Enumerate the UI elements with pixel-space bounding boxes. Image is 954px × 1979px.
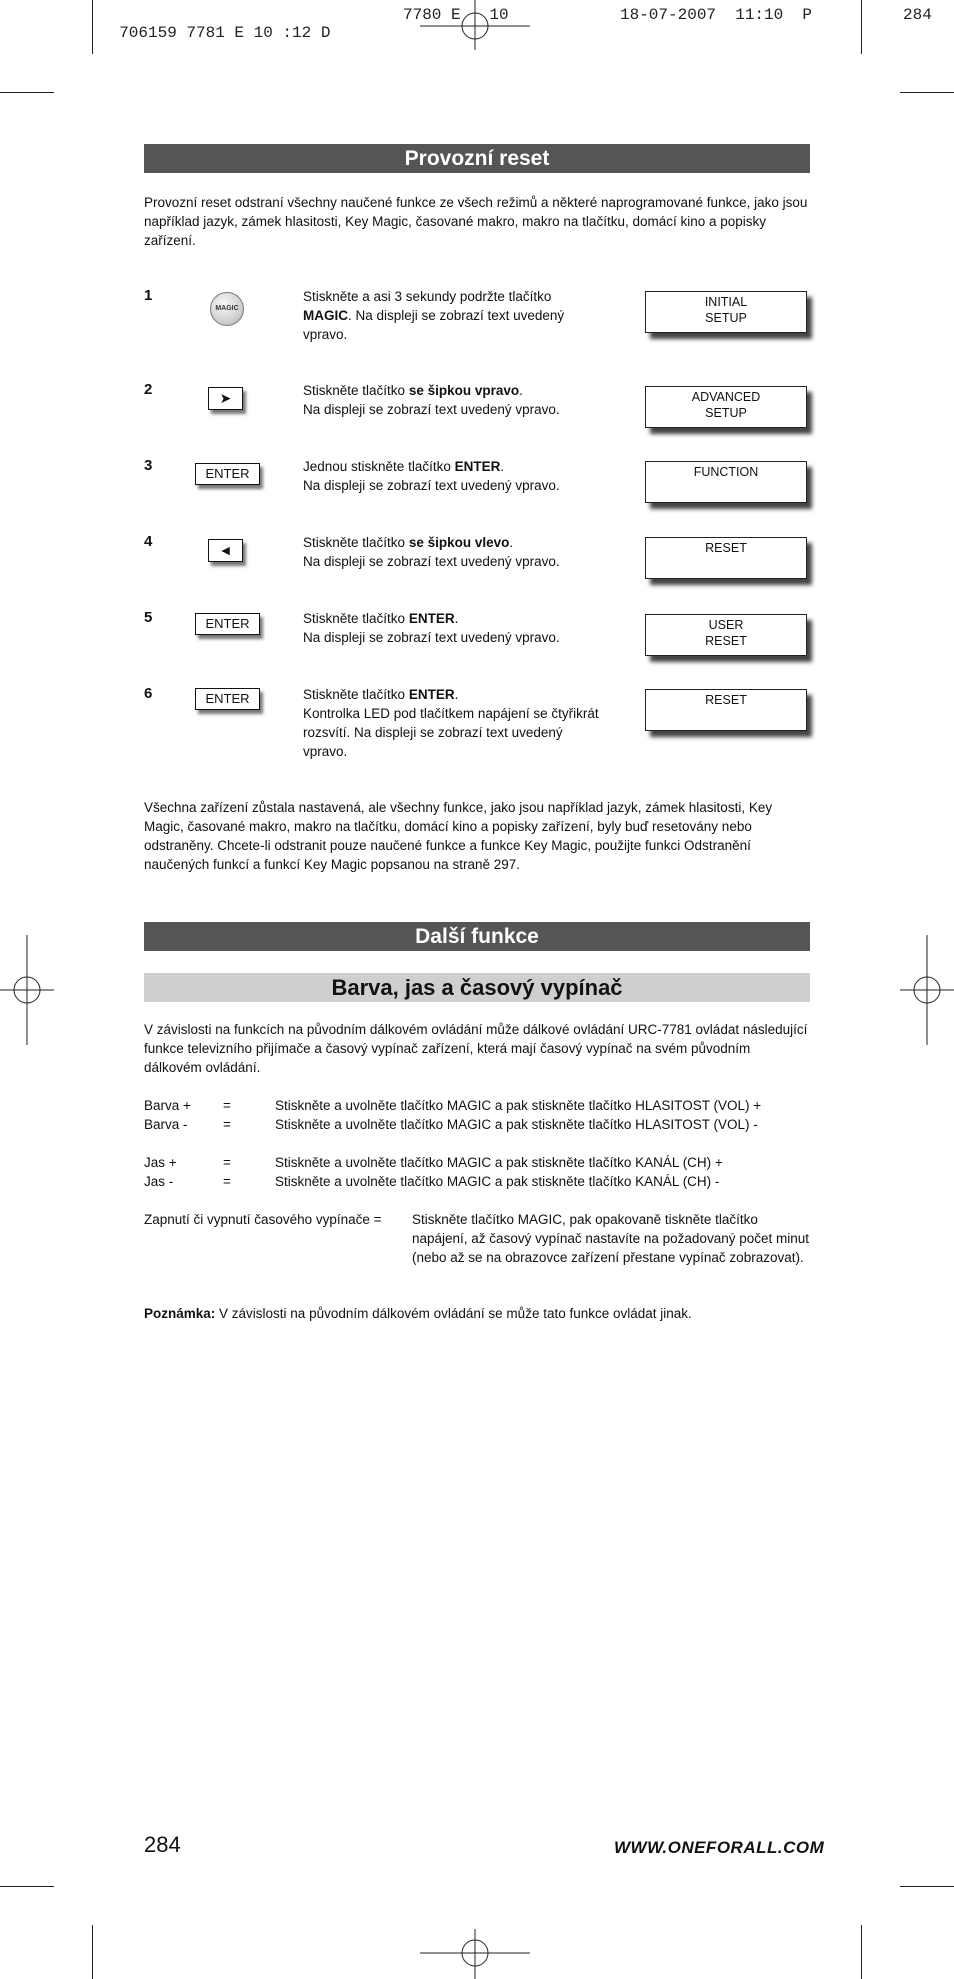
section1-outro: Všechna zařízení zůstala nastavená, ale všechny funkce, jako jsou například jazyk, zámek hlasitosti, Key Magic, časované makro, makro na tlačítku, domácí kino a popisky zařízení, byly buď resetovány nebo odstraněny. Chcete-li odstranit pouze naučené funkce a funkce Key Magic, použijte funkci Odstranění naučených funkcí a funkcí Key Magic popsanou na straně 297.: [144, 800, 773, 872]
print-header-page: 284: [903, 6, 932, 24]
function-eq: =: [223, 1155, 231, 1170]
step-number: 1: [144, 287, 153, 304]
lcd-line: RESET: [705, 693, 747, 707]
step-2-text: Stiskněte tlačítko se šipkou vpravo. Na displeji se zobrazí text uvedený vpravo.: [303, 383, 560, 417]
print-header-middle: 7780 E 10: [403, 6, 509, 24]
lcd-display-5: [645, 614, 807, 656]
function-name: Barva -: [144, 1117, 188, 1132]
arrow-right-key-icon: ➤: [208, 387, 243, 410]
magic-key-icon: MAGIC: [210, 292, 244, 326]
lcd-line: ADVANCED: [691, 390, 761, 404]
print-header-date: 18-07-2007 11:10 P: [620, 6, 813, 24]
function-name: Jas +: [144, 1155, 177, 1170]
subsection-title: Barva, jas a časový vypínač: [144, 973, 810, 1002]
section2-intro: V závislosti na funkcích na původním dálkovém ovládání může dálkové ovládání URC-7781 ovládat následující funkce televizního přijímače a časový vypínač zařízení, která mají časový vypínač na svém původním dálkovém ovládání.: [144, 1022, 808, 1075]
function-name: Jas -: [144, 1174, 174, 1189]
crop-mark: [861, 1925, 862, 1979]
step-number: 4: [144, 533, 153, 550]
registration-mark-bottom: [420, 1929, 530, 1979]
website-url: WWW.ONEFORALL.COM: [614, 1838, 825, 1857]
step-number: 3: [144, 457, 153, 474]
page-number: 284: [144, 1832, 181, 1857]
arrow-left-key-icon: ◄: [208, 539, 243, 562]
lcd-line: RESET: [705, 541, 747, 555]
lcd-display-4: [645, 537, 807, 579]
lcd-display-1: [645, 291, 807, 333]
function-desc: Stiskněte a uvolněte tlačítko MAGIC a pak stiskněte tlačítko KANÁL (CH) +: [275, 1155, 723, 1170]
registration-mark-top: [420, 0, 530, 50]
lcd-line: FUNCTION: [693, 465, 759, 479]
enter-key-icon: ENTER: [195, 463, 260, 485]
step-5-text: Stiskněte tlačítko ENTER. Na displeji se zobrazí text uvedený vpravo.: [303, 611, 560, 645]
timer-desc: Stiskněte tlačítko MAGIC, pak opakovaně tiskněte tlačítko napájení, až časový vypínač nastavíte na požadovaný počet minut (nebo až se na obrazovce zařízení přestane vypínač zobrazovat).: [412, 1212, 809, 1265]
lcd-line: INITIAL: [704, 295, 748, 309]
lcd-line: SETUP: [705, 406, 747, 420]
section-title-provozni-reset: Provozní reset: [144, 144, 810, 173]
function-eq: =: [223, 1174, 231, 1189]
lcd-display-2: [645, 386, 807, 428]
step-1-text: Stiskněte a asi 3 sekundy podržte tlačítko MAGIC. Na displeji se zobrazí text uvedený vpravo.: [303, 289, 565, 342]
note-label: Poznámka:: [144, 1306, 216, 1321]
enter-key-icon: ENTER: [195, 688, 260, 710]
registration-mark-left: [0, 935, 54, 1045]
lcd-display-3: [645, 461, 807, 503]
step-6-text: Stiskněte tlačítko ENTER. Kontrolka LED pod tlačítkem napájení se čtyřikrát rozsvítí. Na displeji se zobrazí text uvedený vpravo.: [303, 687, 599, 759]
lcd-line: USER: [708, 618, 744, 632]
crop-mark: [0, 92, 54, 93]
section-title-dalsi-funkce: Další funkce: [144, 922, 810, 951]
lcd-line: SETUP: [705, 311, 747, 325]
note-text: V závislosti na původním dálkovém ovládání se může tato funkce ovládat jinak.: [215, 1306, 692, 1321]
enter-key-icon: ENTER: [195, 613, 260, 635]
function-desc: Stiskněte a uvolněte tlačítko MAGIC a pak stiskněte tlačítko HLASITOST (VOL) -: [275, 1117, 758, 1132]
crop-mark: [92, 0, 93, 54]
print-header-left: 706159 7781 E 10 :12 D: [119, 24, 331, 42]
note: [144, 1304, 810, 1323]
crop-mark: [900, 92, 954, 93]
step-number: 2: [144, 381, 153, 398]
step-number: 6: [144, 685, 153, 702]
function-desc: Stiskněte a uvolněte tlačítko MAGIC a pak stiskněte tlačítko KANÁL (CH) -: [275, 1174, 720, 1189]
function-eq: =: [223, 1117, 231, 1132]
step-number: 5: [144, 609, 153, 626]
function-eq: =: [223, 1098, 231, 1113]
step-4-text: Stiskněte tlačítko se šipkou vlevo. Na displeji se zobrazí text uvedený vpravo.: [303, 535, 560, 569]
lcd-display-6: [645, 689, 807, 731]
crop-mark: [0, 1886, 54, 1887]
step-3-text: Jednou stiskněte tlačítko ENTER. Na displeji se zobrazí text uvedený vpravo.: [303, 459, 560, 493]
function-desc: Stiskněte a uvolněte tlačítko MAGIC a pak stiskněte tlačítko HLASITOST (VOL) +: [275, 1098, 762, 1113]
registration-mark-right: [900, 935, 954, 1045]
timer-label: Zapnutí či vypnutí časového vypínače =: [144, 1212, 382, 1227]
function-name: Barva +: [144, 1098, 191, 1113]
crop-mark: [92, 1925, 93, 1979]
crop-mark: [861, 0, 862, 54]
section1-intro: Provozní reset odstraní všechny naučené funkce ze všech režimů a některé naprogramované funkce, jako jsou například jazyk, zámek hlasitosti, Key Magic, časované makro, makro na tlačítku, domácí kino a popisky zařízení.: [144, 195, 808, 248]
crop-mark: [900, 1886, 954, 1887]
lcd-line: RESET: [705, 634, 747, 648]
